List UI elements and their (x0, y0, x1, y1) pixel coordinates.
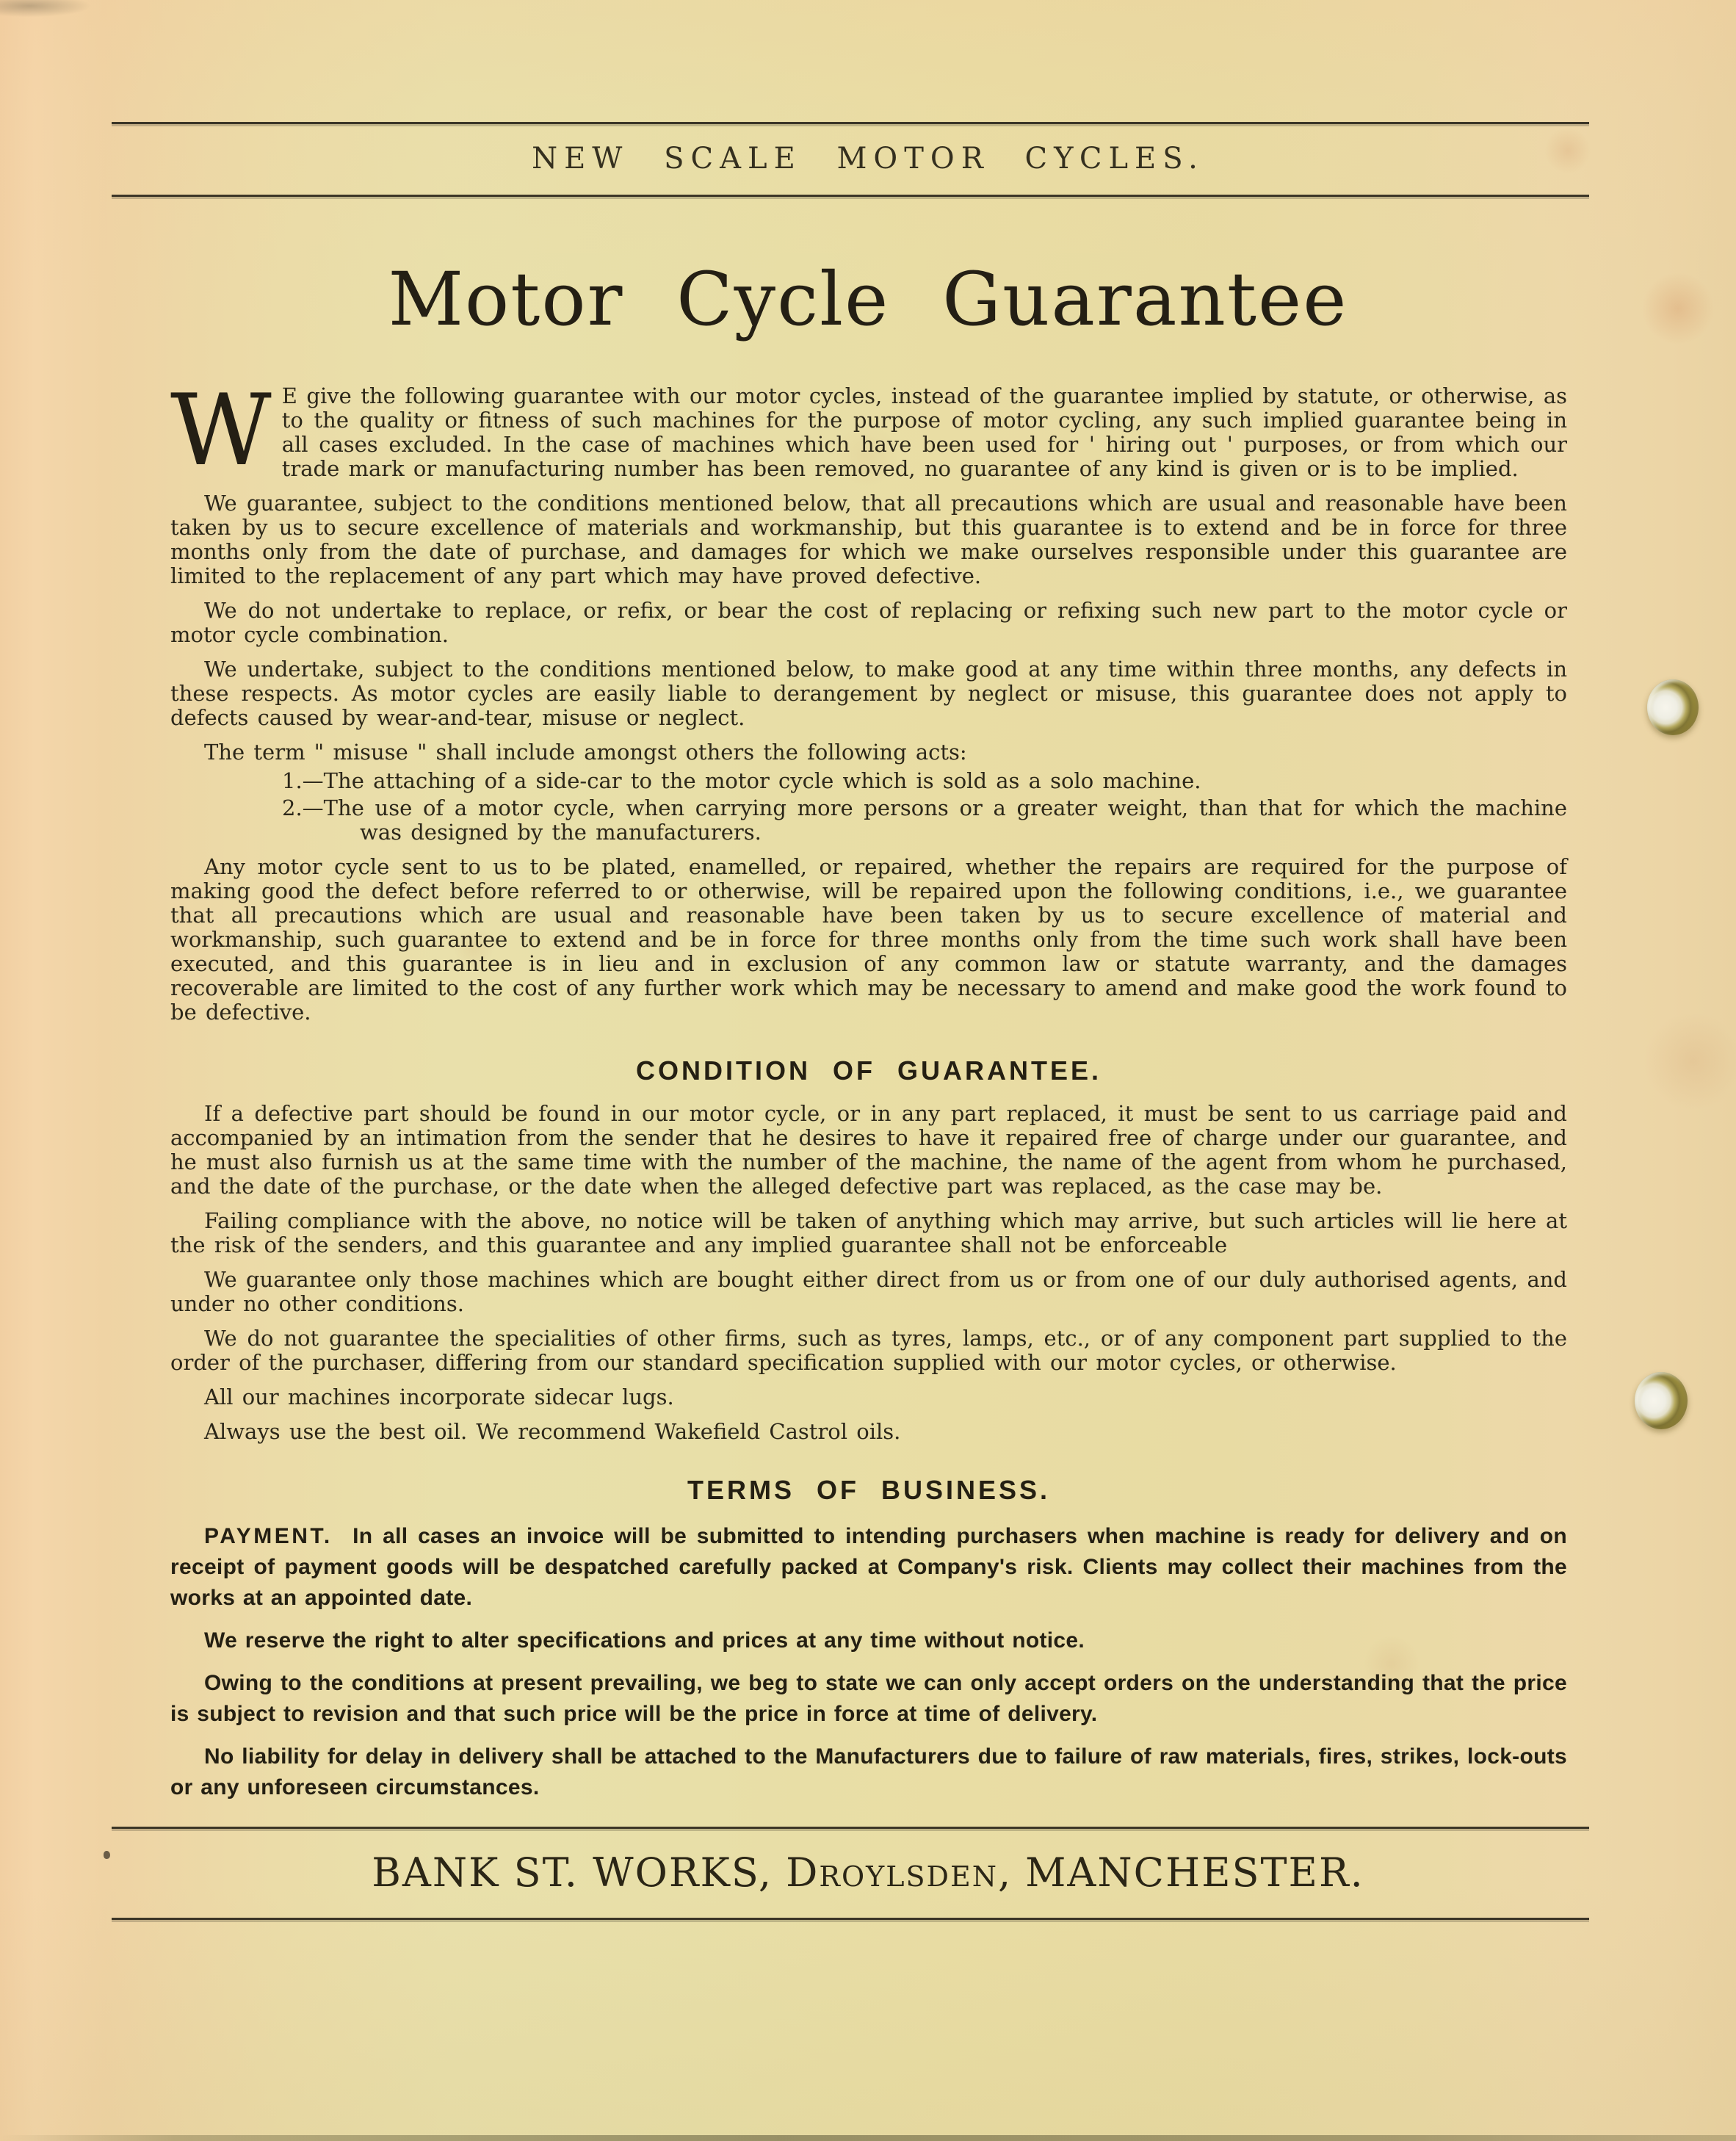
scan-smudge (0, 0, 176, 44)
terms-paragraph-4: No liability for delay in delivery shall be attached to the Manufacturers due to failure of raw materials, fires, strikes, lock-outs or any unforeseen circumstances. (170, 1744, 1567, 1799)
punch-hole-grommet-bottom (1635, 1372, 1688, 1429)
condition-paragraph-6: Always use the best oil. We recommend Wakefield Castrol oils. (204, 1419, 901, 1444)
masthead-title: NEW SCALE MOTOR CYCLES. (532, 142, 1204, 176)
terms-paragraph-2: We reserve the right to alter specifications and prices at any time without notice. (204, 1628, 1085, 1653)
condition-paragraph-1: If a defective part should be found in our motor cycle, or in any part replaced, it must be sent to us carriage paid and accompanied by an intimation from the sender that he desires to have it repaired free of charge under our guarantee, and he must also furnish us at the same time with the number of the machine, the name of the agent from whom he purchased, and the date of the purchase, or the date when the alleged defective part was replaced, as the case may be. (170, 1101, 1567, 1199)
payment-paragraph (170, 1521, 1567, 1614)
payment-text: In all cases an invoice will be submitted to intending purchasers when machine is ready for delivery and on receipt of payment goods will be despatched carefully packed at Company's risk. Clients may collect their machines from the works at an appointed date. (170, 1524, 1567, 1610)
scan-bottom-edge (0, 2135, 1736, 2141)
document-body (170, 373, 1567, 1803)
repairs-paragraph: Any motor cycle sent to us to be plated, enamelled, or repaired, whether the repairs are required for the purpose of making good the defect before referred to or otherwise, will be repaired upon the following conditions, i.e., we guarantee that all precautions which are usual and reasonable have been taken by us to secure excellence of material and workmanship, such guarantee to extend and be in force for three months only from the time such work shall have been executed, and this guarantee is in lieu and in exclusion of any common law or statute warranty, and the damages recoverable are limited to the cost of any further work which may be necessary to amend and make good the work found to be defective. (170, 854, 1567, 1025)
intro-paragraph (170, 373, 1567, 488)
punch-hole-grommet-top (1647, 679, 1699, 735)
misuse-list (170, 769, 1567, 845)
footer-rule-bottom (112, 1918, 1589, 1920)
guarantee-paragraph-2: We do not undertake to replace, or refix, or bear the cost of replacing or refixing such new part to the motor cycle or motor cycle combination. (170, 598, 1567, 647)
footer-address (0, 1829, 1736, 1918)
guarantee-paragraph-1: We guarantee, subject to the conditions mentioned below, that all precautions which are usual and reasonable have been taken by us to secure excellence of materials and workmanship, but this guarantee is to extend and be in force for three months only from the date of purchase, and damages for which we make ourselves responsible under this guarantee are limited to the replacement of any part which may have proved defective. (170, 491, 1567, 588)
misuse-list-item-1: 1.—The attaching of a side-car to the motor cycle which is sold as a solo machine. (282, 768, 1201, 793)
misuse-list-item-2: 2.—The use of a motor cycle, when carrying more persons or a greater weight, than that for which the machine was designed by the manufacturers. (282, 795, 1567, 845)
terms-heading: TERMS OF BUSINESS. (687, 1475, 1051, 1505)
footer-city: MANCHESTER. (1025, 1849, 1364, 1896)
guarantee-paragraph-4: The term " misuse " shall include amongst others the following acts: (204, 740, 967, 765)
condition-paragraph-2: Failing compliance with the above, no notice will be taken of anything which may arrive, but such articles will lie here at the risk of the senders, and this guarantee and any implied guarantee shall not be enforceable (170, 1208, 1567, 1257)
condition-paragraph-3: We guarantee only those machines which are bought either direct from us or from one of our duly authorised agents, and under no other conditions. (170, 1267, 1567, 1316)
condition-heading: CONDITION OF GUARANTEE. (636, 1055, 1102, 1086)
dropcap-letter: W (170, 373, 272, 488)
footer-town: Droylsden, (786, 1849, 1013, 1896)
ink-speck (104, 1851, 110, 1859)
footer-works: BANK ST. WORKS, (372, 1849, 773, 1896)
guarantee-paragraph-3: We undertake, subject to the conditions mentioned below, to make good at any time within three months, any defects in these respects. As motor cycles are easily liable to derangement by neglect or misuse, this guarantee does not apply to defects caused by wear-and-tear, misuse or neglect. (170, 657, 1567, 730)
header-rule-bottom (112, 195, 1589, 197)
payment-lead-word: PAYMENT. (204, 1524, 333, 1548)
page-title: Motor Cycle Guarantee (388, 256, 1348, 342)
condition-paragraph-5: All our machines incorporate sidecar lugs. (204, 1384, 674, 1409)
terms-paragraph-3: Owing to the conditions at present prevailing, we beg to state we can only accept orders on the understanding that the price is subject to revision and that such price will be the price in force at time of delivery. (170, 1671, 1567, 1726)
condition-paragraph-4: We do not guarantee the specialities of other firms, such as tyres, lamps, etc., or of any component part supplied to the order of the purchaser, differing from our standard specification supplied with our motor cycles, or otherwise. (170, 1326, 1567, 1375)
intro-text: E give the following guarantee with our motor cycles, instead of the guarantee implied by statute, or otherwise, as to the quality or fitness of such machines for the purpose of motor cycling, any such implied guarantee being in all cases excluded. In the case of machines which have been used for ' hiring out ' purposes, or from which our trade mark or manufacturing number has been removed, no guarantee of any kind is given or is to be implied. (281, 383, 1567, 481)
